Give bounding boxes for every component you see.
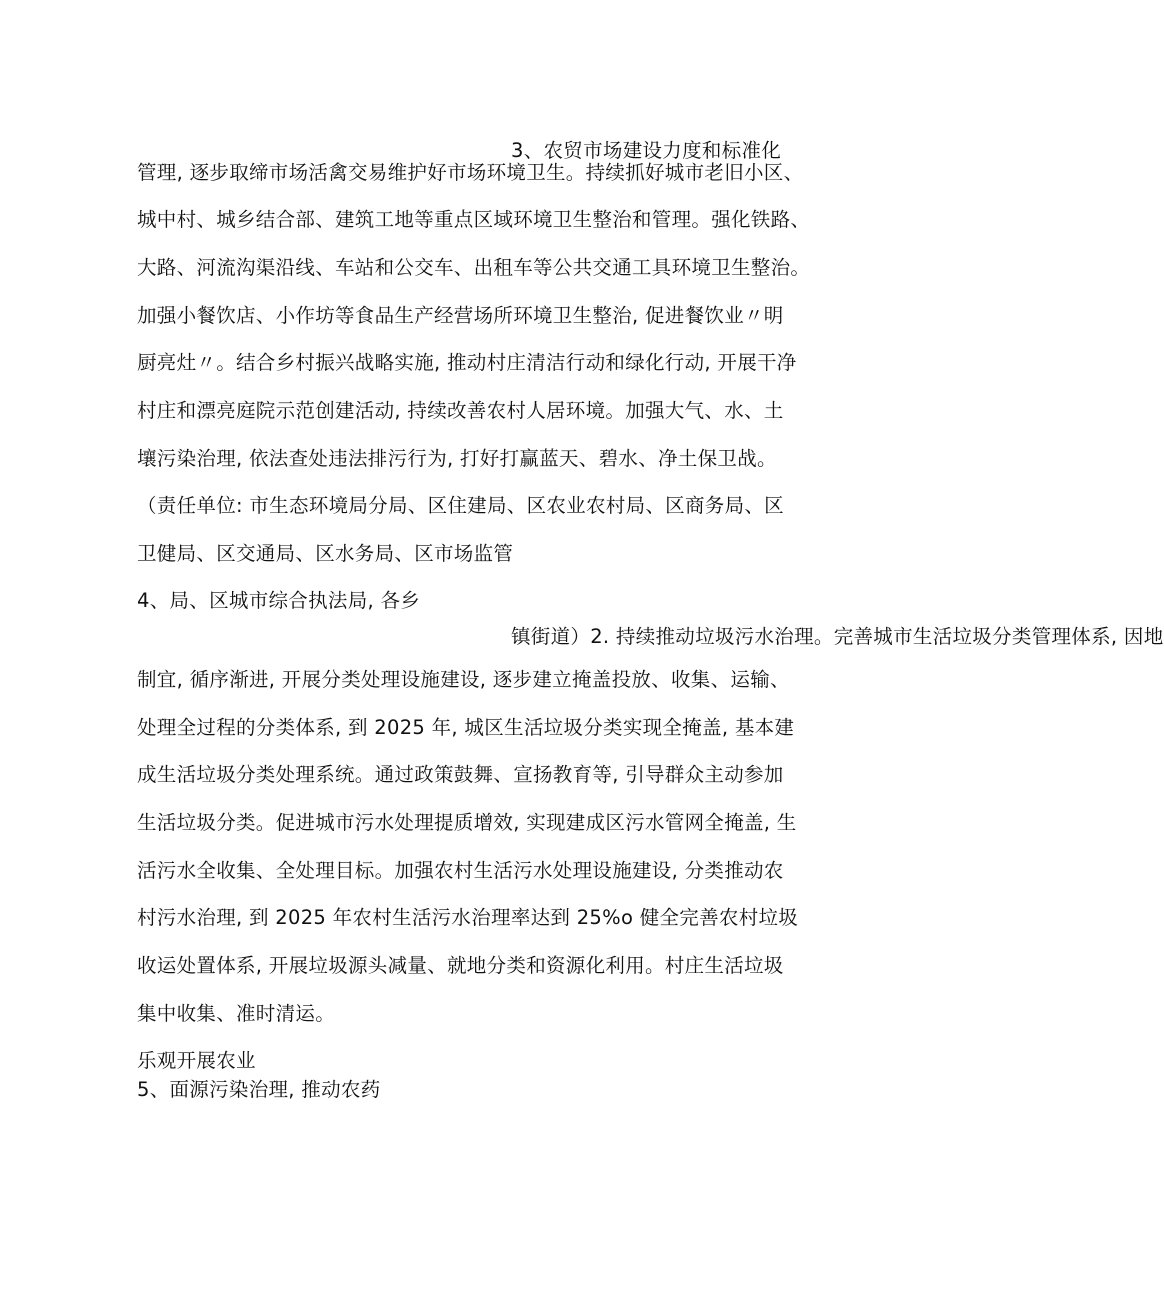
paragraph-line: 活污水全收集、全处理目标。加强农村生活污水处理设施建设, 分类推动农 bbox=[137, 859, 784, 882]
paragraph-line: 壤污染治理, 依法查处违法排污行为, 打好打赢蓝天、碧水、净土保卫战。 bbox=[137, 447, 777, 470]
paragraph-line: 成生活垃圾分类处理系统。通过政策鼓舞、宣扬教育等, 引导群众主动参加 bbox=[137, 763, 784, 786]
paragraph-line: 村污水治理, 到 2025 年农村生活污水治理率达到 25%o 健全完善农村垃圾 bbox=[137, 906, 799, 929]
paragraph-line: 乐观开展农业 bbox=[137, 1049, 256, 1072]
paragraph-line: 集中收集、准时清运。 bbox=[137, 1002, 336, 1025]
heading-item-3: 3、农贸市场建设力度和标准化 bbox=[511, 139, 782, 162]
paragraph-line: 加强小餐饮店、小作坊等食品生产经营场所环境卫生整治, 促进餐饮业〃明 bbox=[137, 304, 784, 327]
heading-item-4: 镇街道）2. 持续推动垃圾污水治理。完善城市生活垃圾分类管理体系, 因地 bbox=[511, 625, 1164, 648]
paragraph-line: 管理, 逐步取缔市场活禽交易维护好市场环境卫生。持续抓好城市老旧小区、 bbox=[137, 161, 804, 184]
paragraph-line: 大路、河流沟渠沿线、车站和公交车、出租车等公共交通工具环境卫生整治。 bbox=[137, 256, 811, 279]
paragraph-line: 村庄和漂亮庭院示范创建活动, 持续改善农村人居环境。加强大气、水、土 bbox=[137, 399, 784, 422]
paragraph-line: 城中村、城乡结合部、建筑工地等重点区域环境卫生整治和管理。强化铁路、 bbox=[137, 208, 811, 231]
paragraph-line: 处理全过程的分类体系, 到 2025 年, 城区生活垃圾分类实现全掩盖, 基本建 bbox=[137, 716, 795, 739]
paragraph-line: 制宜, 循序渐进, 开展分类处理设施建设, 逐步建立掩盖投放、收集、运输、 bbox=[137, 668, 790, 691]
paragraph-line: 5、面源污染治理, 推动农药 bbox=[137, 1078, 381, 1101]
paragraph-line: 收运处置体系, 开展垃圾源头减量、就地分类和资源化利用。村庄生活垃圾 bbox=[137, 954, 784, 977]
paragraph-line: 生活垃圾分类。促进城市污水处理提质增效, 实现建成区污水管网全掩盖, 生 bbox=[137, 811, 797, 834]
paragraph-line: （责任单位: 市生态环境局分局、区住建局、区农业农村局、区商务局、区 bbox=[137, 494, 784, 517]
paragraph-line: 厨亮灶〃。结合乡村振兴战略实施, 推动村庄清洁行动和绿化行动, 开展干净 bbox=[137, 351, 797, 374]
paragraph-line: 4、局、区城市综合执法局, 各乡 bbox=[137, 589, 421, 612]
paragraph-line: 卫健局、区交通局、区水务局、区市场监管 bbox=[137, 542, 514, 565]
